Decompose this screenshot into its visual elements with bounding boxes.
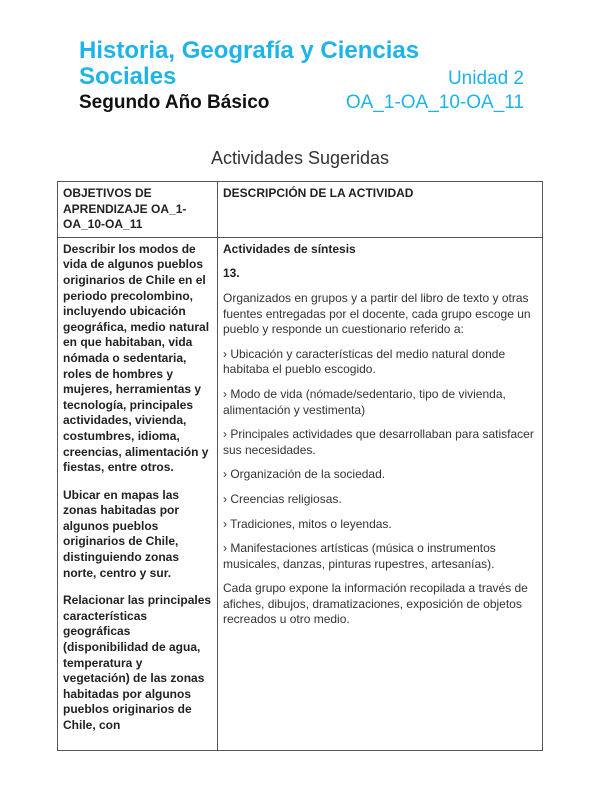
document-header (79, 38, 524, 114)
activity-item: › Creencias religiosas. (223, 491, 342, 506)
table-row (58, 237, 543, 750)
activity-heading: Actividades de síntesis (223, 241, 356, 256)
oa-code: OA_1-OA_10-OA_11 (345, 92, 524, 113)
grade-row (79, 92, 524, 114)
activity-item: › Principales actividades que desarrollaban para satisfacer sus necesidades. (223, 427, 534, 457)
objectives-column-header: OBJETIVOS DE APRENDIZAJE OA_1-OA_10-OA_11 (58, 182, 218, 238)
activity-closing: Cada grupo expone la información recopilada a través de afiches, dibujos, dramatizaciones, exposición de objetos recreados u otro medio. (223, 581, 528, 627)
grade-label: Segundo Año Básico (79, 92, 270, 113)
objective-item: Relacionar las principales características geográficas (disponibilidad de agua, temperatura y vegetación) de las zonas habitadas por algunos pueblos originarios de Chile, con (63, 593, 212, 732)
activity-item: › Organización de la sociedad. (223, 467, 386, 482)
activity-intro: Organizados en grupos y a partir del libro de texto y otras fuentes entregadas por el docente, cada grupo escoge un pueblo y responde un cuestionario referido a: (223, 290, 531, 337)
activity-number: 13. (223, 266, 240, 281)
description-column-header: DESCRIPCIÓN DE LA ACTIVIDAD (218, 182, 543, 238)
objectives-cell (58, 237, 218, 750)
unit-label: Unidad 2 (447, 68, 524, 89)
activities-table (57, 181, 543, 751)
objective-item: Ubicar en mapas las zonas habitadas por algunos pueblos originarios de Chile, distinguiendo zonas norte, centro y sur. (63, 487, 180, 580)
subject-title: Historia, Geografía y Ciencias (79, 37, 420, 64)
objective-item: Describir los modos de vida de algunos pueblos originarios de Chile en el periodo precolombino, incluyendo ubicación geográfica, medio natural en que habitaban, vida nómada o sedentaria, roles de hombres y mujeres, herramientas y tecnología, principales actividades, vivienda, costumbres, idioma, creencias, alimentación y fiestas, entre otros. (63, 241, 210, 475)
activity-item: › Modo de vida (nómade/sedentario, tipo de vivienda, alimentación y vestimenta) (223, 386, 506, 417)
activity-item: › Ubicación y características del medio natural donde habitaba el pueblo escogido. (223, 346, 506, 377)
section-title: Actividades Sugeridas (210, 148, 390, 168)
description-cell (218, 237, 543, 750)
subject-title-continued: Sociales (79, 63, 177, 90)
subject-row (79, 64, 524, 90)
table-header-row (58, 182, 543, 238)
activity-item: › Manifestaciones artísticas (música o instrumentos musicales, danzas, pinturas rupestres, artesanías). (223, 541, 496, 571)
activity-item: › Tradiciones, mitos o leyendas. (223, 516, 392, 531)
